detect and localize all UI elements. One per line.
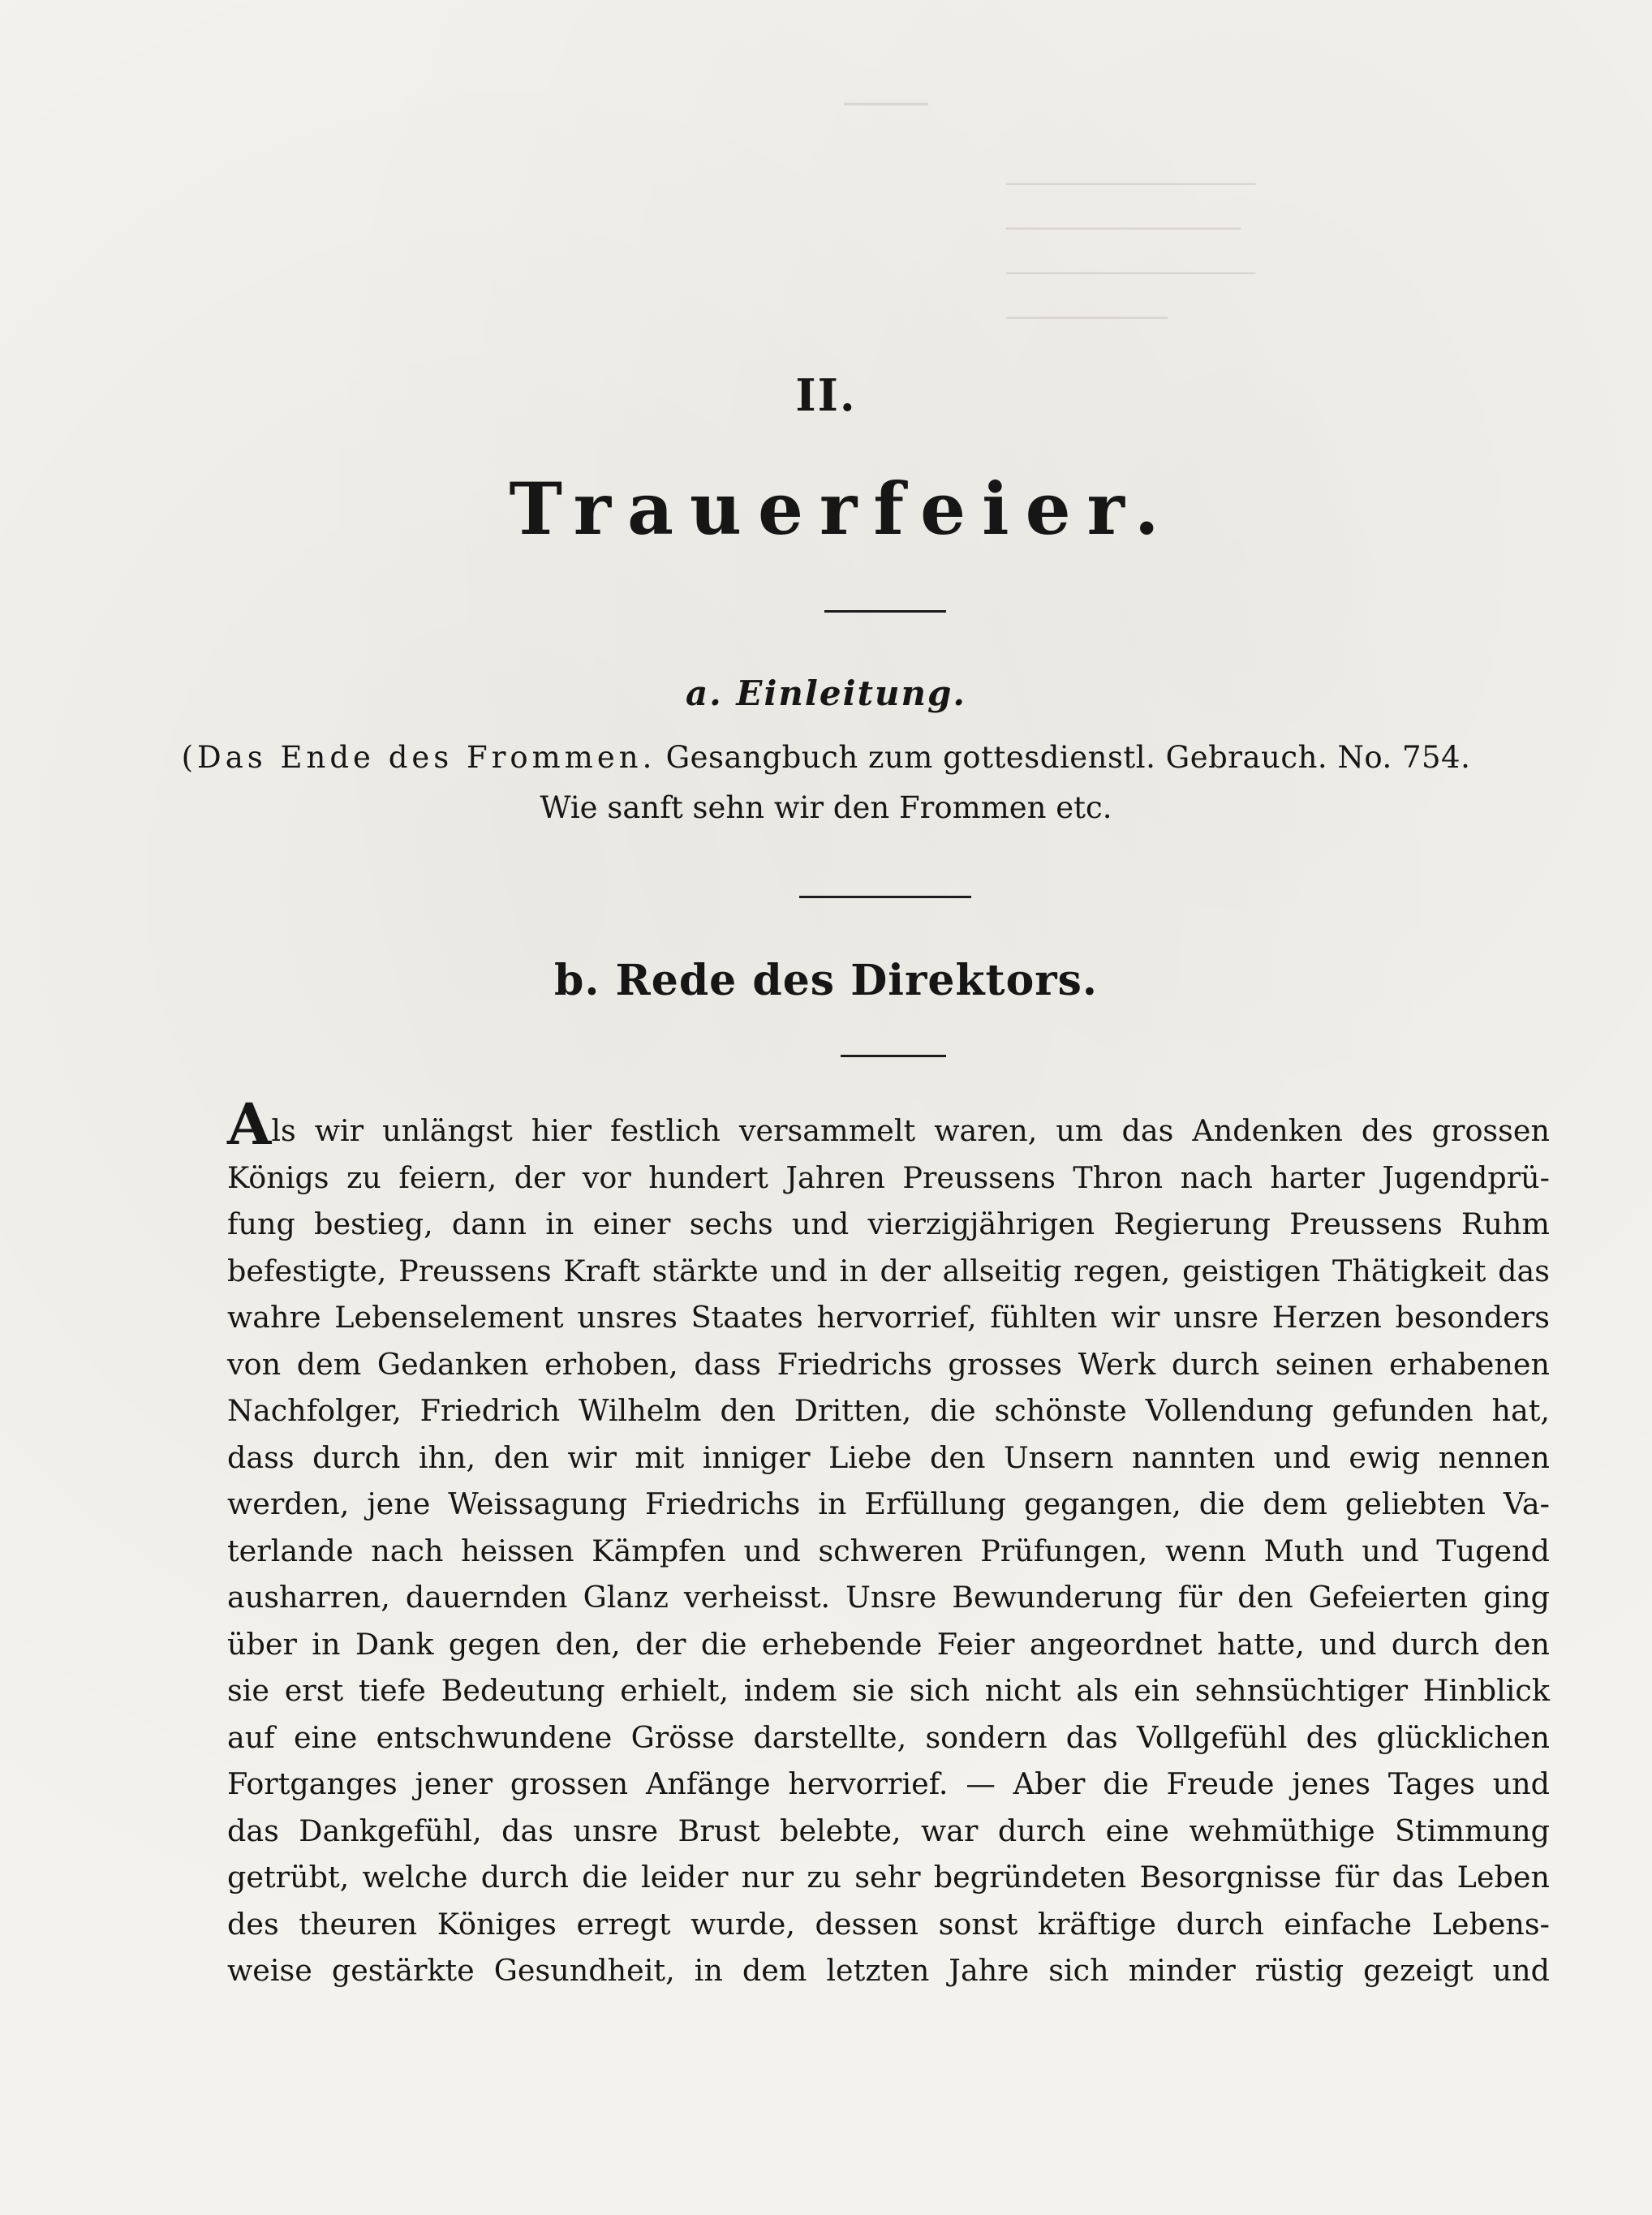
body-line: des theuren Königes erregt wurde, dessen sonst kräftige durch einfache Lebens- [227, 1906, 1550, 1942]
body-line: weise gestärkte Gesundheit, in dem letzten Jahre sich minder rüstig gezeigt und [227, 1953, 1550, 1988]
body-line: werden, jene Weissagung Friedrichs in Erfüllung gegangen, die dem geliebten Va- [227, 1486, 1550, 1521]
body-line: ausharren, dauernden Glanz verheisst. Unsre Bewunderung für den Gefeierten ging [227, 1580, 1550, 1615]
drop-cap-initial: A [227, 1090, 272, 1158]
body-line: von dem Gedanken erhoben, dass Friedrichs grosses Werk durch seinen erhabenen [227, 1346, 1550, 1382]
body-line: getrübt, welche durch die leider nur zu sehr begründeten Besorgnisse für das Leben [227, 1860, 1550, 1895]
show-through-page-number: ―― [844, 77, 928, 126]
subsection-a-heading: a. Einleitung. [685, 673, 967, 713]
hymn-title: (Das Ende des Frommen. [181, 740, 656, 775]
hymn-reference-line [0, 740, 1652, 775]
page-title: Trauerfeier. [509, 467, 1176, 551]
hymn-first-line: Wie sanft sehn wir den Frommen etc. [540, 790, 1112, 825]
body-line: das Dankgefühl, das unsre Brust belebte, war durch eine wehmüthige Stimmung [227, 1813, 1550, 1848]
body-line: befestigte, Preussens Kraft stärkte und in der allseitig regen, geistigen Thätigkeit das [227, 1253, 1550, 1288]
section-number: II. [795, 369, 857, 421]
hymnal-citation: Gesangbuch zum gottesdienstl. Gebrauch. No. 754. [656, 740, 1471, 775]
body-line: über in Dank gegen den, der die erhebende Feier angeordnet hatte, und durch den [227, 1626, 1550, 1662]
body-line: Fortganges jener grossen Anfänge hervorrief. — Aber die Freude jenes Tages und [227, 1766, 1550, 1801]
body-line: Als wir unlängst hier festlich versammelt waren, um das Andenken des grossen [227, 1090, 1550, 1158]
speech-body-text [227, 1090, 1550, 1994]
subsection-b-heading: b. Rede des Direktors. [553, 956, 1099, 1005]
body-line: terlande nach heissen Kämpfen und schweren Prüfungen, wenn Muth und Tugend [227, 1533, 1550, 1568]
show-through-text-right: ───────────────── ──────────────── ───────────────── ─────────── [1006, 170, 1256, 333]
body-line: wahre Lebenselement unsres Staates hervorrief, fühlten wir unsre Herzen besonders [227, 1300, 1550, 1335]
divider-rule [799, 896, 971, 898]
divider-rule [841, 1055, 946, 1057]
body-line: sie erst tiefe Bedeutung erhielt, indem sie sich nicht als ein sehnsüchtiger Hinblick [227, 1673, 1550, 1708]
divider-rule [824, 610, 946, 613]
body-line: auf eine entschwundene Grösse darstellte, sondern das Vollgefühl des glücklichen [227, 1719, 1550, 1755]
body-line: Königs zu feiern, der vor hundert Jahren Preussens Thron nach harter Jugendprü- [227, 1159, 1550, 1195]
body-line: dass durch ihn, den wir mit inniger Liebe den Unsern nannten und ewig nennen [227, 1439, 1550, 1475]
body-line: Nachfolger, Friedrich Wilhelm den Dritten, die schönste Vollendung gefunden hat, [227, 1393, 1550, 1428]
body-line: fung bestieg, dann in einer sechs und vierzigjährigen Regierung Preussens Ruhm [227, 1206, 1550, 1241]
